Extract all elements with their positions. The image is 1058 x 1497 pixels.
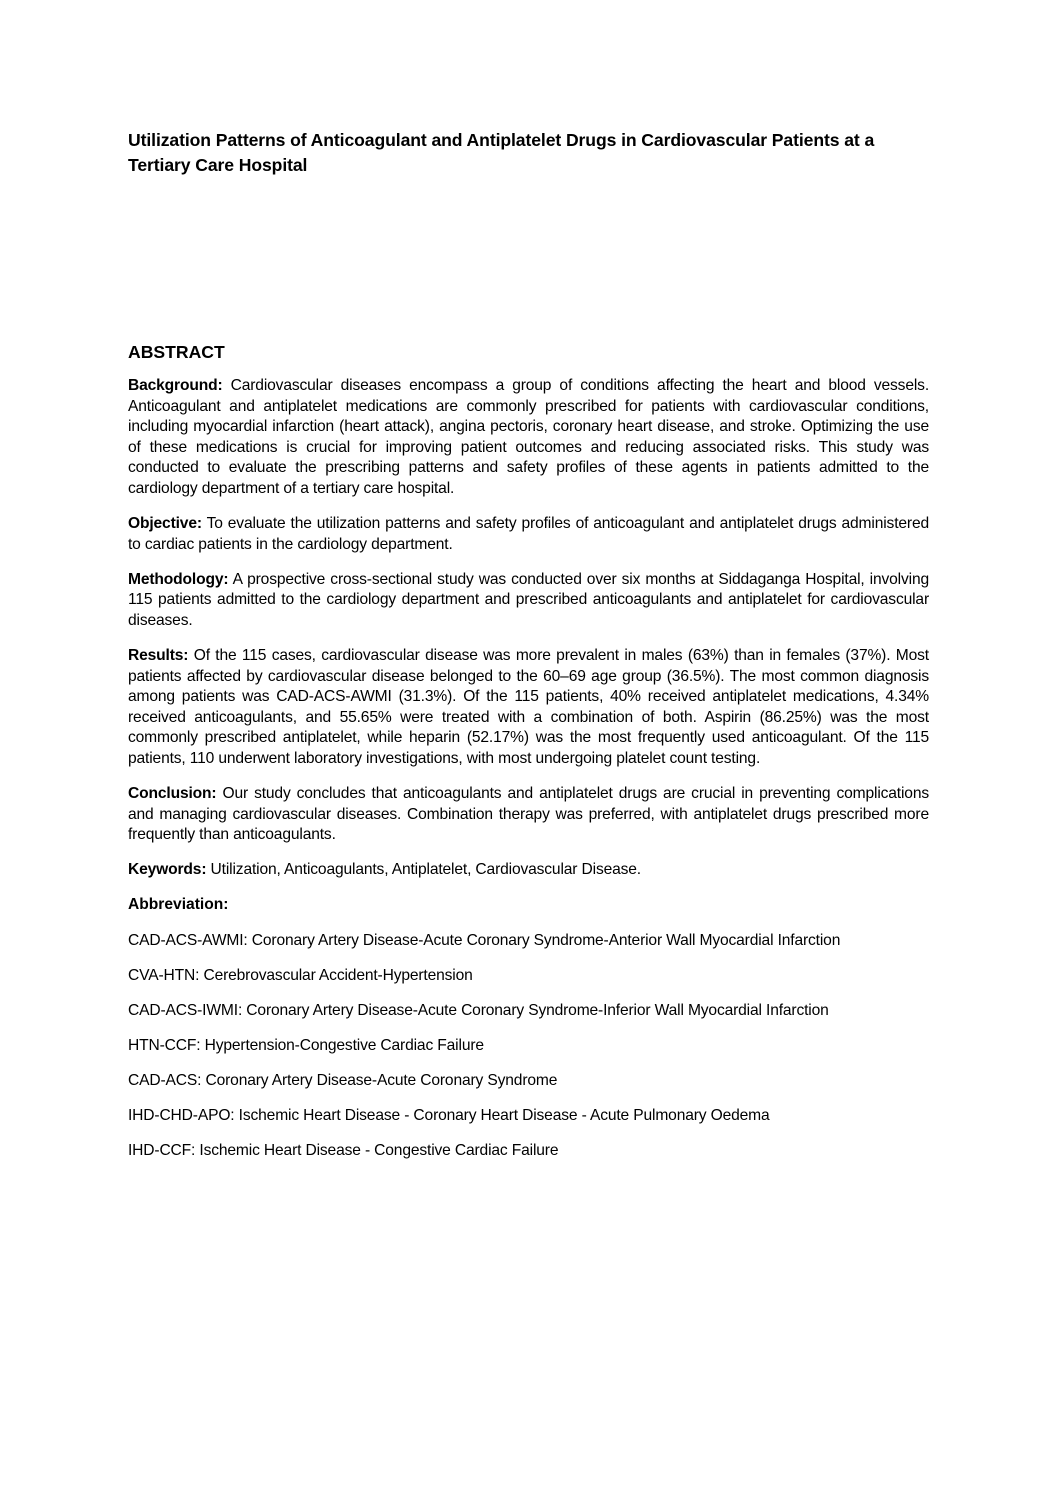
- section-text: Of the 115 cases, cardiovascular disease was more prevalent in males (63%) than in females (37%). Most patients affected by cardiovascular disease belonged to the 60–69 age group (36.5%). The most common diagnosis among patients was CAD-ACS-AWMI (31.3%). Of the 115 patients, 40% received antiplatelet medications, 4.34% received anticoagulants, and 55.65% were treated with a combination of both. Aspirin (86.25%) was the most commonly prescribed antiplatelet, while heparin (52.17%) was the most frequently used anticoagulant. Of the 115 patients, 110 underwent laboratory investigations, with most undergoing platelet count testing.: [128, 647, 929, 767]
- section-text: Utilization, Anticoagulants, Antiplatelet, Cardiovascular Disease.: [206, 861, 641, 879]
- paper-title: Utilization Patterns of Anticoagulant and Antiplatelet Drugs in Cardiovascular Patients at a Tertiary Care Hospital: [128, 130, 875, 175]
- section-text: A prospective cross-sectional study was conducted over six months at Siddaganga Hospital, involving 115 patients admitted to the cardiology department and prescribed anticoagulants and antiplatelet for cardiovascular diseases.: [128, 570, 929, 629]
- abbreviation-item: CAD-ACS: Coronary Artery Disease-Acute Coronary Syndrome: [128, 1071, 558, 1089]
- abstract-body: [128, 376, 929, 1176]
- abstract-heading: ABSTRACT: [128, 342, 225, 362]
- section-text: Our study concludes that anticoagulants and antiplatelet drugs are crucial in preventing complications and managing cardiovascular diseases. Combination therapy was preferred, with antiplatelet drugs prescribed more frequently than anticoagulants.: [128, 785, 929, 844]
- abbreviation-item: IHD-CCF: Ischemic Heart Disease - Congestive Cardiac Failure: [128, 1142, 559, 1160]
- abbreviation-item: HTN-CCF: Hypertension-Congestive Cardiac Failure: [128, 1036, 484, 1054]
- section-objective: [128, 514, 929, 555]
- abbreviation-item: CAD-ACS-AWMI: Coronary Artery Disease-Acute Coronary Syndrome-Anterior Wall Myocardial Infarction: [128, 931, 841, 949]
- section-background: [128, 376, 929, 500]
- section-label: Keywords:: [128, 861, 207, 879]
- abbreviation-item: CVA-HTN: Cerebrovascular Accident-Hypertension: [128, 966, 473, 984]
- abbreviation-item: CAD-ACS-IWMI: Coronary Artery Disease-Acute Coronary Syndrome-Inferior Wall Myocardial Infarction: [128, 1001, 829, 1019]
- section-label: Objective:: [128, 515, 202, 533]
- section-keywords: [128, 860, 929, 881]
- abbreviation-heading: Abbreviation:: [128, 896, 229, 914]
- section-results: [128, 646, 929, 770]
- section-methodology: [128, 570, 929, 632]
- section-label: Conclusion:: [128, 785, 217, 803]
- section-label: Results:: [128, 647, 189, 665]
- section-label: Methodology:: [128, 570, 229, 588]
- section-text: Cardiovascular diseases encompass a group of conditions affecting the heart and blood vessels. Anticoagulant and antiplatelet medications are commonly prescribed for patients with cardiovascular conditions, including myocardial infarction (heart attack), angina pectoris, coronary heart disease, and stroke. Optimizing the use of these medications is crucial for improving patient outcomes and reducing associated risks. This study was conducted to evaluate the prescribing patterns and safety profiles of these agents in patients admitted to the cardiology department of a tertiary care hospital.: [128, 377, 929, 497]
- section-conclusion: [128, 784, 929, 846]
- abbreviation-item: IHD-CHD-APO: Ischemic Heart Disease - Coronary Heart Disease - Acute Pulmonary Oedema: [128, 1107, 770, 1125]
- section-text: To evaluate the utilization patterns and safety profiles of anticoagulant and antiplatelet drugs administered to cardiac patients in the cardiology department.: [128, 515, 929, 553]
- section-label: Background:: [128, 377, 223, 394]
